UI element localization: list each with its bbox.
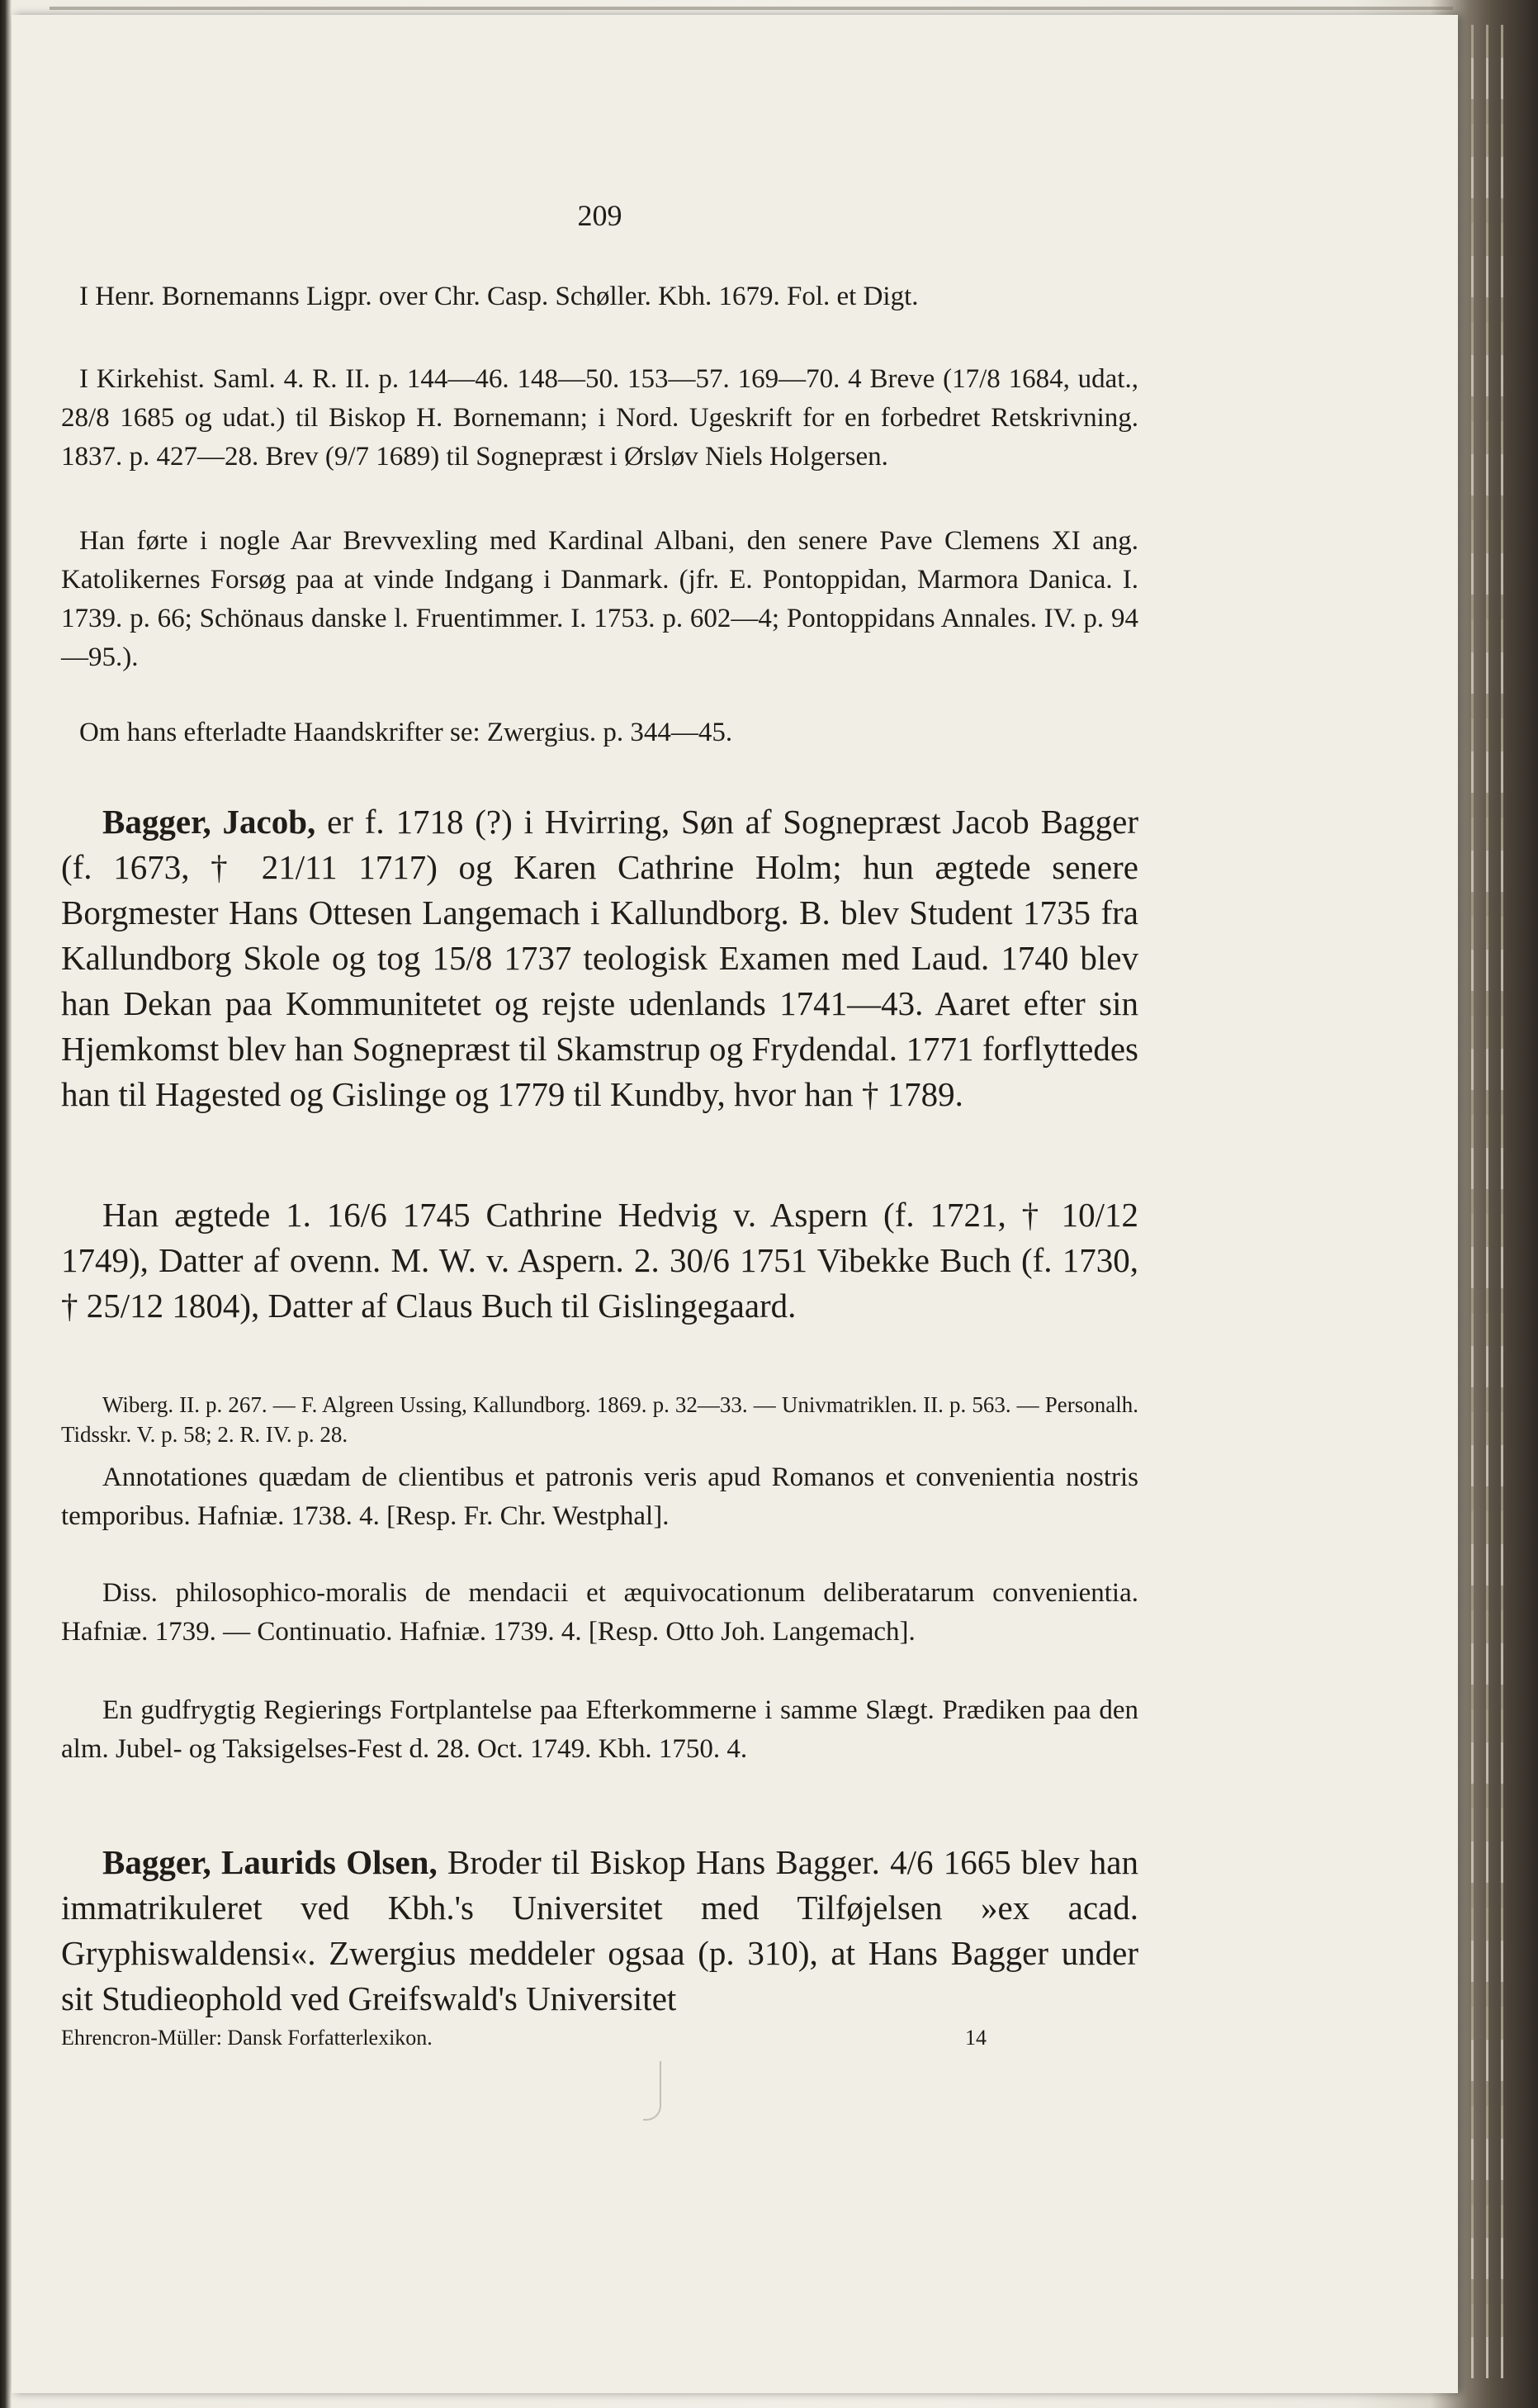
block1-para3: Han førte i nogle Aar Brevvexling med Kardinal Albani, den senere Pave Clemens XI ang. Katolikernes Forsøg paa at vinde Indgang i Danmark. (jfr. E. Pontoppidan, Marmora Danica. I. 1739. p. 66; Schönaus danske l. Fruentimmer. I. 1753. p. 602—4; Pontoppidans Annales. IV. p. 94—95.). [61, 526, 1138, 672]
page-edge-3 [1501, 25, 1503, 2378]
page-edge-2 [1486, 25, 1488, 2378]
page-text-area [61, 15, 1138, 2393]
entry-laurids-name: Bagger, Laurids Olsen, [102, 1843, 438, 1881]
block1-para4: Om hans efterladte Haandskrifter se: Zwergius. p. 344—45. [79, 718, 733, 747]
block1-para1: I Henr. Bornemanns Ligpr. over Chr. Casp. Schøller. Kbh. 1679. Fol. et Digt. [79, 282, 919, 311]
page-number: 209 [577, 199, 622, 232]
footer-author: Ehrencron-Müller: Dansk Forfatterlexikon. [61, 2026, 433, 2050]
footer-signature: 14 [965, 2026, 987, 2050]
entry-laurids [61, 1840, 1138, 2022]
entry-jacob-work-2: Diss. philosophico-moralis de mendacii et æquivocationum deliberatarum convenientia. Hafniæ. 1739. — Continuatio. Hafniæ. 1739. 4. [Resp. Otto Joh. Langemach]. [61, 1578, 1138, 1647]
entry-jacob-para2: Han ægtede 1. 16/6 1745 Cathrine Hedvig v. Aspern (f. 1721, † 10/12 1749), Datter af ovenn. M. W. v. Aspern. 2. 30/6 1751 Vibekke Buch (f. 1730, † 25/12 1804), Datter af Claus Buch til Gislingegaard. [61, 1196, 1138, 1325]
entry-jacob-work-1: Annotationes quædam de clientibus et patronis veris apud Romanos et convenientia nostris temporibus. Hafniæ. 1738. 4. [Resp. Fr. Chr. Westphal]. [61, 1462, 1138, 1531]
page-edge-1 [1471, 25, 1474, 2378]
entry-jacob-para1 [61, 799, 1138, 1117]
entry-jacob-references: Wiberg. II. p. 267. — F. Algreen Ussing, Kallundborg. 1869. p. 32—33. — Univmatriklen. II. p. 563. — Personalh. Tidsskr. V. p. 58; 2. R. IV. p. 28. [61, 1392, 1138, 1447]
scan-top-edge [50, 7, 1453, 10]
entry-jacob-work-3: En gudfrygtig Regierings Fortplantelse paa Efterkommerne i samme Slægt. Prædiken paa den alm. Jubel- og Taksigelses-Fest d. 28. Oct. 1749. Kbh. 1750. 4. [61, 1695, 1138, 1764]
entry-laurids-text: Broder til Biskop Hans Bagger. 4/6 1665 blev han immatrikuleret ved Kbh.'s Universitet med Tilføjelsen »ex acad. Gryphiswaldensi«. Zwergius meddeler ogsaa (p. 310), at Hans Bagger under sit Studieophold ved Greifswald's Universitet [61, 1843, 1138, 2017]
pencil-mark [643, 2061, 661, 2121]
block1-para2: I Kirkehist. Saml. 4. R. II. p. 144—46. 148—50. 153—57. 169—70. 4 Breve (17/8 1684, udat., 28/8 1685 og udat.) til Biskop H. Bornemann; i Nord. Ugeskrift for en forbedret Retskrivning. 1837. p. 427—28. Brev (9/7 1689) til Sognepræst i Ørsløv Niels Holgersen. [61, 364, 1138, 472]
book-page [12, 15, 1458, 2393]
entry-jacob-text: er f. 1718 (?) i Hvirring, Søn af Sognepræst Jacob Bagger (f. 1673, † 21/11 1717) og Karen Cathrine Holm; hun ægtede senere Borgmester Hans Ottesen Langemach i Kallundborg. B. blev Student 1735 fra Kallundborg Skole og tog 15/8 1737 teologisk Examen med Laud. 1740 blev han Dekan paa Kommunitetet og rejste udenlands 1741—43. Aaret efter sin Hjemkomst blev han Sognepræst til Skamstrup og Frydendal. 1771 forflyttedes han til Hagested og Gislinge og 1779 til Kundby, hvor han † 1789. [61, 803, 1138, 1113]
entry-jacob-name: Bagger, Jacob, [102, 803, 316, 841]
